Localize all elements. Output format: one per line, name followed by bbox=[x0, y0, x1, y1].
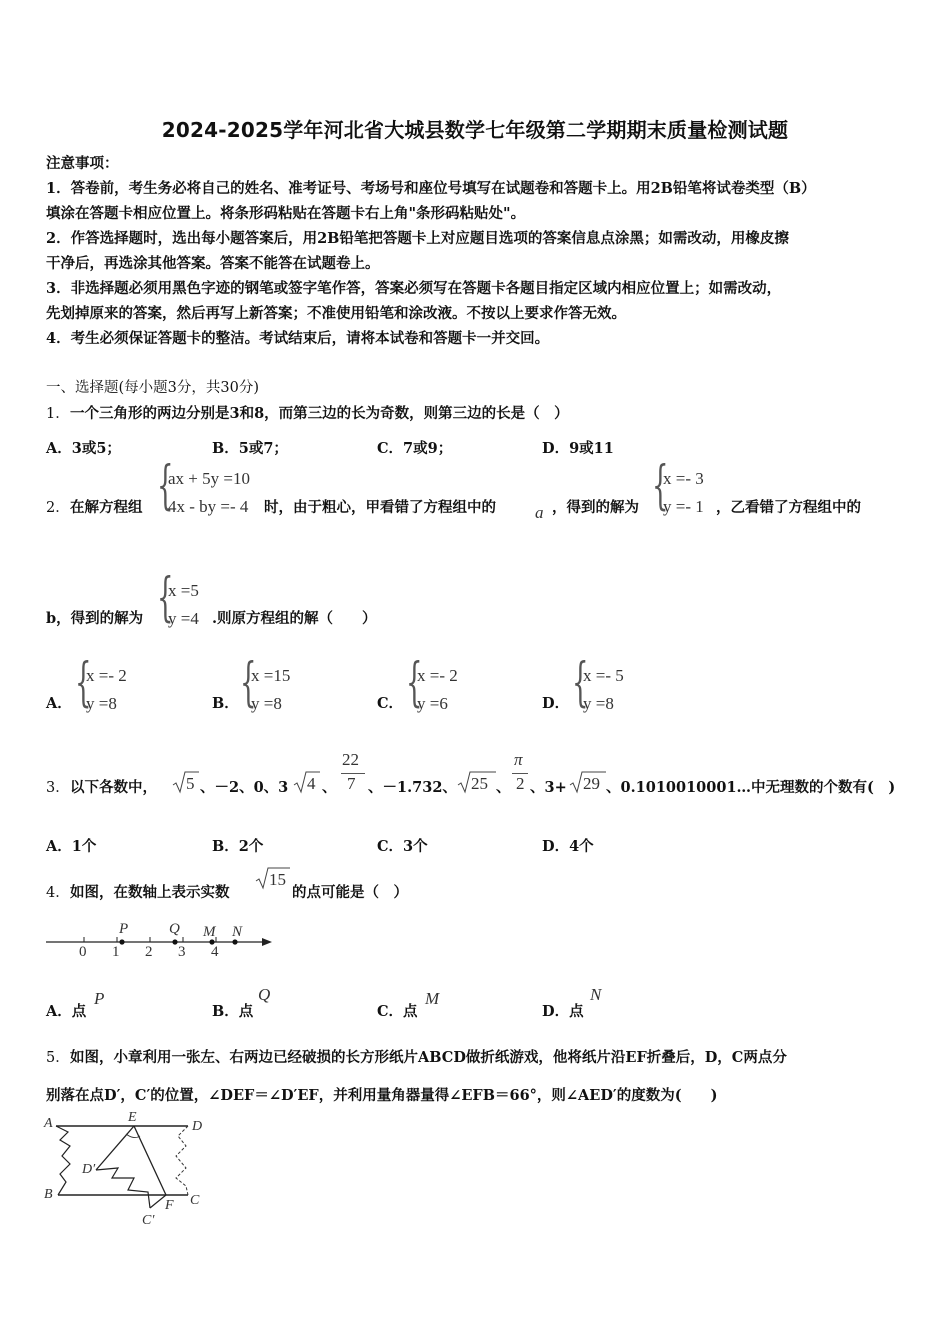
q2-prefix: 在解方程组 bbox=[70, 499, 143, 516]
q2-sol2-x: x =5 bbox=[168, 581, 199, 600]
q3-text-5: 、3+ bbox=[530, 779, 567, 796]
q4-prefix: 如图，在数轴上表示实数 bbox=[70, 884, 230, 901]
figure-label-e: E bbox=[128, 1110, 137, 1125]
point-label-p: P bbox=[119, 921, 129, 937]
q2-sol1-y: y =- 1 bbox=[663, 497, 704, 516]
q2-option-a-x: x =- 2 bbox=[86, 666, 127, 685]
q2-text-mid1: 时，由于粗心，甲看错了方程组中的 bbox=[264, 499, 496, 516]
q3-option-a: A．1个 bbox=[46, 838, 97, 855]
point-label-n: N bbox=[232, 924, 243, 940]
notice-heading: 注意事项： bbox=[46, 155, 119, 172]
q2-option-c-x: x =- 2 bbox=[417, 666, 458, 685]
q3-radicand-29: 29 bbox=[583, 774, 600, 793]
q3-option-d: D．4个 bbox=[542, 838, 594, 855]
q3-text-2: 、 bbox=[322, 779, 337, 796]
q4-option-b-point: Q bbox=[258, 985, 271, 1004]
page-title: 2024-2025学年河北省大城县数学七年级第二学期期末质量检测试题 bbox=[161, 118, 789, 142]
q3-text-3: 、－1.732、 bbox=[368, 779, 457, 796]
q5-number: 5． bbox=[46, 1050, 70, 1066]
figure-label-a: A bbox=[44, 1116, 53, 1131]
brace-icon: { bbox=[652, 456, 669, 516]
q3-radicand-5: 5 bbox=[186, 774, 195, 793]
q2-option-b-x: x =15 bbox=[251, 666, 291, 685]
q2-option-c-y: y =6 bbox=[417, 694, 448, 713]
q4-option-c-point: M bbox=[425, 989, 440, 1008]
section-heading: 一、选择题(每小题3分，共30分) bbox=[46, 380, 259, 396]
q3-text-4: 、 bbox=[496, 779, 511, 796]
q2-sol1-x: x =- 3 bbox=[663, 469, 704, 488]
axis-tick-label: 1 bbox=[112, 944, 120, 960]
q1-option-b: B．5或7； bbox=[212, 440, 288, 457]
q1-option-d: D．9或11 bbox=[542, 440, 614, 457]
brace-icon: { bbox=[157, 568, 174, 628]
notice-line: 先划掉原来的答案，然后再写上新答案；不准使用铅笔和涂改液。不按以上要求作答无效。 bbox=[46, 305, 626, 322]
q2-option-d-y: y =8 bbox=[583, 694, 614, 713]
notice-line: 干净后，再选涂其他答案。答案不能答在试题卷上。 bbox=[46, 255, 380, 272]
q4-option-a-label: A．点 bbox=[46, 1003, 87, 1020]
q2-eq1: ax + 5y =10 bbox=[168, 469, 250, 488]
axis-tick-label: 3 bbox=[178, 944, 186, 960]
q2-option-b-label: B． bbox=[212, 695, 239, 712]
axis-tick-label: 0 bbox=[79, 944, 87, 960]
q3-radicand-25: 25 bbox=[471, 774, 488, 793]
q3-option-b: B．2个 bbox=[212, 838, 264, 855]
q4-number: 4． bbox=[46, 885, 70, 901]
q3-option-c: C．3个 bbox=[377, 838, 428, 855]
axis-tick-label: 2 bbox=[145, 944, 153, 960]
q2-text-mid3: ，乙看错了方程组中的 bbox=[716, 499, 861, 516]
figure-label-d: D bbox=[192, 1119, 203, 1134]
figure-label-c-prime: C′ bbox=[142, 1213, 155, 1228]
q3-number: 3． bbox=[46, 780, 70, 796]
q2-option-a-y: y =8 bbox=[86, 694, 117, 713]
q4-option-a-point: P bbox=[94, 989, 105, 1008]
q1-option-c: C．7或9； bbox=[377, 440, 453, 457]
notice-line: 填涂在答题卡相应位置上。将条形码粘贴在答题卡右上角"条形码粘贴处"。 bbox=[46, 205, 526, 222]
q2-option-d-label: D． bbox=[542, 695, 570, 712]
q2-option-a-label: A． bbox=[46, 695, 72, 712]
q1-option-a: A．3或5； bbox=[46, 440, 121, 457]
q3-fraction-denominator: 7 bbox=[347, 774, 356, 793]
q2-eq2: 4x - by =- 4 bbox=[168, 497, 249, 516]
q2-option-d-x: x =- 5 bbox=[583, 666, 624, 685]
notice-line: 3．非选择题必须用黑色字迹的钢笔或签字笔作答，答案必须写在答题卡各题目指定区域内相应位置上；如需改动， bbox=[46, 280, 782, 297]
brace-icon: { bbox=[406, 653, 423, 713]
point-label-m: M bbox=[203, 924, 216, 940]
q2-line2-prefix: b，得到的解为 bbox=[46, 610, 144, 627]
q2-option-c-label: C． bbox=[377, 695, 404, 712]
q1-number: 1． bbox=[46, 406, 70, 422]
q1-stem: 一个三角形的两边分别是3和8，而第三边的长为奇数，则第三边的长是（ ） bbox=[70, 405, 569, 422]
q3-prefix: 以下各数中， bbox=[70, 779, 157, 796]
brace-icon: { bbox=[157, 456, 174, 516]
q4-option-c-label: C．点 bbox=[377, 1003, 418, 1020]
q4-option-d-label: D．点 bbox=[542, 1003, 584, 1020]
q3-pi-denominator: 2 bbox=[516, 774, 525, 793]
figure-label-d-prime: D′ bbox=[82, 1162, 96, 1177]
notice-line: 4．考生必须保证答题卡的整洁。考试结束后，请将本试卷和答题卡一并交回。 bbox=[46, 330, 550, 347]
figure-label-b: B bbox=[44, 1187, 53, 1202]
q2-number: 2． bbox=[46, 500, 70, 516]
q3-radicand-4: 4 bbox=[307, 774, 316, 793]
q5-line2: 别落在点D′，C′的位置，∠DEF＝∠D′EF，并利用量角器量得∠EFB＝66°，则∠AED′的度数为( ) bbox=[46, 1087, 718, 1104]
q2-option-b-y: y =8 bbox=[251, 694, 282, 713]
q4-option-d-point: N bbox=[590, 985, 602, 1004]
q3-fraction-numerator: 22 bbox=[342, 750, 359, 769]
q2-sol2-y: y =4 bbox=[168, 609, 199, 628]
q3-pi-numerator: π bbox=[514, 750, 523, 769]
axis-tick-label: 4 bbox=[211, 944, 219, 960]
brace-icon: { bbox=[572, 653, 589, 713]
brace-icon: { bbox=[240, 653, 257, 713]
q4-suffix: 的点可能是（ ） bbox=[292, 884, 408, 901]
q3-text-1: 、－2、0、3 bbox=[200, 779, 289, 796]
q4-option-b-label: B．点 bbox=[212, 1003, 254, 1020]
figure-label-c: C bbox=[190, 1193, 200, 1208]
q3-text-6: 、0.1010010001…中无理数的个数有( ) bbox=[606, 779, 896, 796]
q2-text-mid2: ，得到的解为 bbox=[552, 499, 639, 516]
notice-line: 2．作答选择题时，选出每小题答案后，用2B铅笔把答题卡上对应题目选项的答案信息点涂黑；如需改动，用橡皮擦 bbox=[46, 230, 789, 247]
q2-var-a: a bbox=[535, 503, 544, 522]
brace-icon: { bbox=[75, 653, 92, 713]
figure-label-f: F bbox=[165, 1198, 174, 1213]
notice-line: 1．答卷前，考生务必将自己的姓名、准考证号、考场号和座位号填写在试题卷和答题卡上。用2B铅笔将试卷类型（B） bbox=[46, 180, 816, 197]
q4-radicand-15: 15 bbox=[269, 870, 286, 889]
q5-line1: 如图，小章利用一张左、右两边已经破损的长方形纸片ABCD做折纸游戏，他将纸片沿EF折叠后，D，C两点分 bbox=[70, 1049, 787, 1066]
point-label-q: Q bbox=[169, 921, 180, 937]
q2-line2-suffix: .则原方程组的解（ ） bbox=[212, 610, 377, 627]
